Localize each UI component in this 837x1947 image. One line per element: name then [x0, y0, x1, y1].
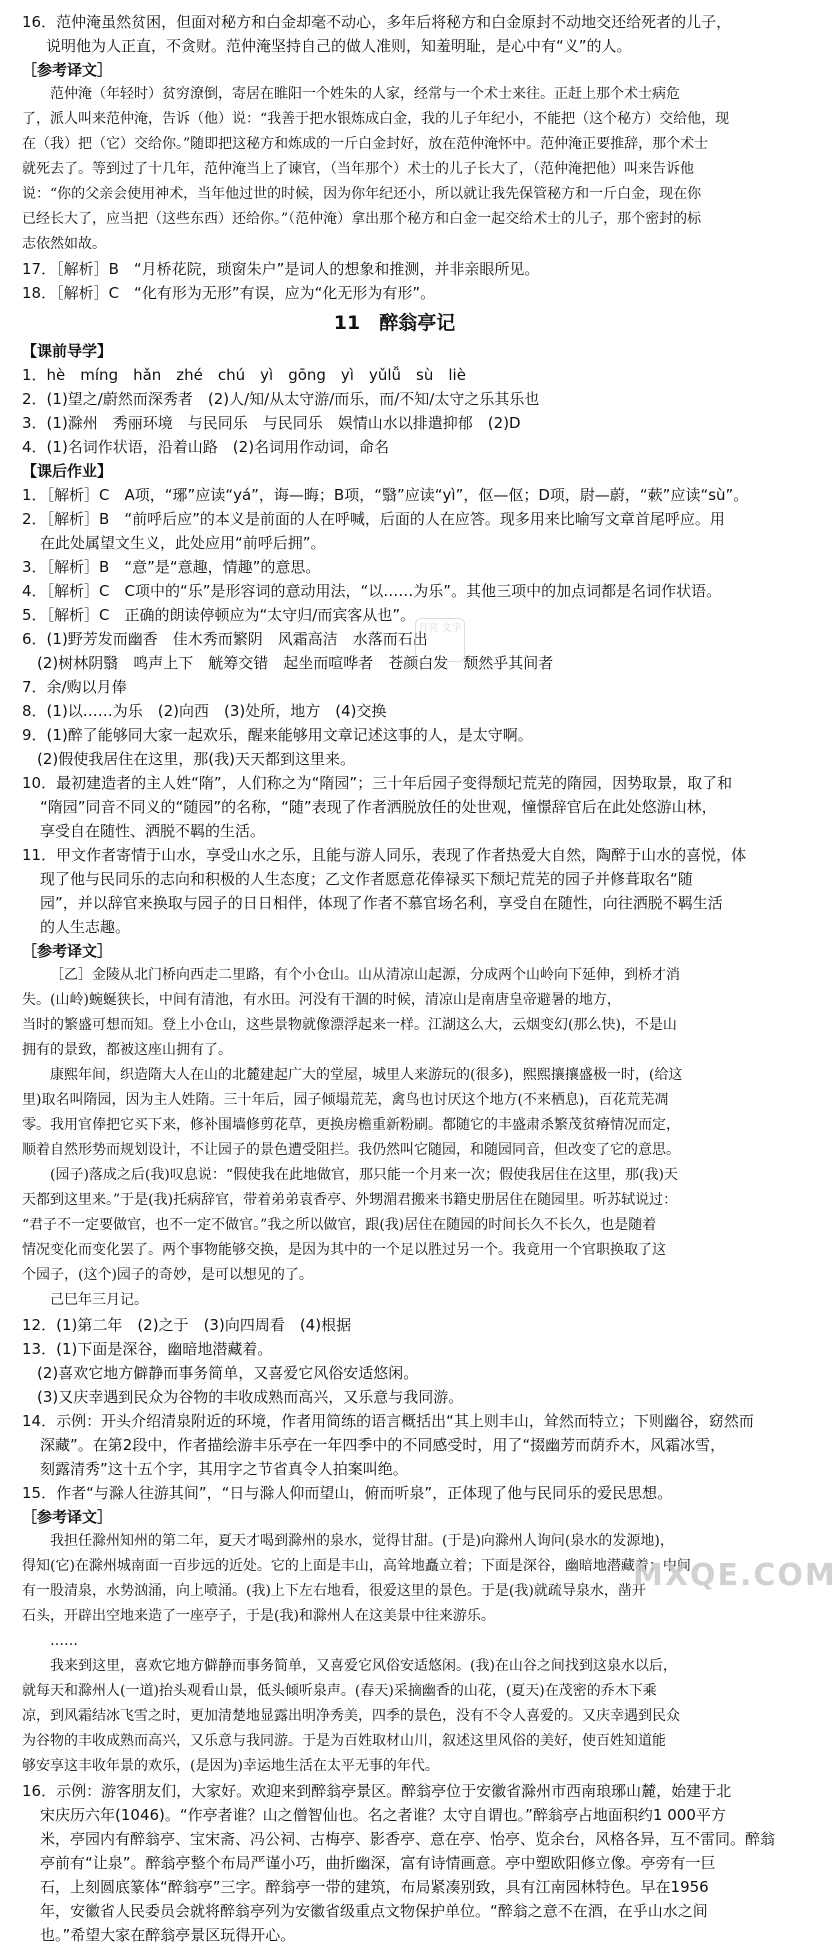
- translation-line: 就死去了。等到过了十几年，范仲淹当上了谏官，（当年那个）术士的儿子长大了，（范仲淹把他）叫来告诉他: [22, 161, 694, 177]
- answer-line: 亭前有“让泉”。醉翁亭整个布局严谨小巧，曲折幽深，富有诗情画意。亭中塑欧阳修立像。亭旁有一巨: [40, 1854, 716, 1872]
- answer-line: 17．［解析］B “月桥花院，琐窗朱户”是词人的想象和推测，并非亲眼所见。: [22, 260, 540, 278]
- answer-line: 16．示例：游客朋友们，大家好。欢迎来到醉翁亭景区。醉翁亭位于安徽省滁州市西南琅琊山麓，始建于北: [22, 1782, 732, 1800]
- answer-line: 米，亭园内有醉翁亭、宝宋斋、冯公祠、古梅亭、影香亭、意在亭、怡亭、览余台，风格各异，互不雷同。醉翁: [40, 1830, 776, 1848]
- translation-line: 得知(它)在滁州城南面一百步远的近处。它的上面是丰山，高耸地矗立着；下面是深谷，幽暗地潜藏着；中间: [22, 1558, 691, 1574]
- translation-line: 够安享这丰收年景的欢乐，(是因为)幸运地生活在太平无事的年代。: [22, 1758, 439, 1774]
- translation-line: 天都到这里来。”于是(我)托病辞官，带着弟弟袁香亭、外甥湄君搬来书籍史册居住在随园里。听苏轼说过：: [22, 1192, 678, 1208]
- translation-line: 失。(山岭)蜿蜒狭长，中间有清池，有水田。河没有干涸的时候，清凉山是南唐皇帝避暑的地方，: [22, 992, 621, 1008]
- answer-line: 11．甲文作者寄情于山水，享受山水之乐，且能与游人同乐，表现了作者热爱大自然，陶醉于山水的喜悦，体: [22, 846, 747, 864]
- answer-line: 享受自在随性、洒脱不羁的生活。: [40, 822, 266, 840]
- answer-line: 18．［解析］C “化有形为无形”有误，应为“化无形为有形”。: [22, 284, 436, 302]
- answer-line: 刻露清秀”这十五个字，其用字之节省真令人拍案叫绝。: [40, 1460, 408, 1478]
- reference-translation-label: ［参考译文］: [22, 942, 113, 960]
- answer-line: (2)喜欢它地方僻静而事务简单，又喜爱它风俗安适悠闲。: [22, 1364, 419, 1382]
- translation-line: 康熙年间，织造隋大人在山的北麓建起广大的堂屋，城里人来游玩的(很多)，熙熙攘攘盛极一时，(给这: [50, 1067, 683, 1083]
- answer-line: 16．范仲淹虽然贫困，但面对秘方和白金却毫不动心，多年后将秘方和白金原封不动地交还给死者的儿子，: [22, 13, 732, 31]
- translation-line: 我来到这里，喜欢它地方僻静而事务简单，又喜爱它风俗安适悠闲。(我)在山谷之间找到这泉水以后，: [50, 1658, 677, 1674]
- translation-line: 我担任滁州知州的第二年，夏天才喝到滁州的泉水，觉得甘甜。(于是)向滁州人询问(泉水的发源地)，: [50, 1533, 674, 1549]
- answer-line: 也。”希望大家在醉翁亭景区玩得开心。: [40, 1926, 296, 1944]
- answer-line: 15．作者“与滁人往游其间”，“日与滁人仰而望山，俯而听泉”，正体现了他与民同乐的爱民思想。: [22, 1484, 673, 1502]
- translation-line: 已经长大了，应当把（这些东西）还给你。”（范仲淹）拿出那个秘方和白金一起交给术士的儿子，那个密封的标: [22, 211, 702, 227]
- answer-line: (2)假使我居住在这里，那(我)天天都到这里来。: [22, 750, 355, 768]
- answer-line: 7．余/购以月俸: [22, 678, 127, 696]
- translation-line: 范仲淹（年轻时）贫穷潦倒，寄居在睢阳一个姓朱的人家，经常与一个术士来往。正赶上那个术士病危: [50, 86, 680, 102]
- answer-line: 说明他为人正直，不贪财。范仲淹坚持自己的做人准则，知羞明耻，是心中有“义”的人。: [46, 37, 632, 55]
- translation-line: 个园子，(这个)园子的奇妙，是可以想见的了。: [22, 1267, 313, 1283]
- translation-line: 志依然如故。: [22, 236, 106, 252]
- watermark-logo: MXQE.COM: [633, 1558, 837, 1593]
- answer-line: 4．(1)名词作状语，沿着山路 (2)名词用作动词，命名: [22, 438, 390, 456]
- answer-line: 年，安徽省人民委员会就将醉翁亭列为安徽省级重点文物保护单位。“醉翁之意不在酒，在乎山水之间: [40, 1902, 708, 1920]
- answer-line: 4．［解析］C C项中的“乐”是形容词的意动用法，“以……为乐”。其他三项中的加点词都是名词作状语。: [22, 582, 722, 600]
- translation-line: 在（我）把（它）交给你。”随即把这秘方和炼成的一斤白金封好，放在范仲淹怀中。范仲淹正要推辞，那个术士: [22, 136, 709, 152]
- translation-line: 为谷物的丰收成熟而高兴，又乐意与我同游。于是为百姓取材山川，叙述这里风俗的美好，使百姓知道能: [22, 1733, 666, 1749]
- answer-line: 9．(1)醉了能够同大家一起欢乐，醒来能够用文章记述这事的人，是太守啊。: [22, 726, 533, 744]
- translation-line: ［乙］金陵从北门桥向西走二里路，有个小仓山。山从清凉山起源，分成两个山岭向下延伸，到桥才消: [50, 967, 680, 983]
- answer-line: 园”，并以辞官来换取与园子的日日相伴，体现了作者不慕官场名利，享受自在随性，向往洒脱不羁生活: [40, 894, 723, 912]
- translation-line: 拥有的景致，都被这座山拥有了。: [22, 1042, 232, 1058]
- answer-line: (3)又庆幸遇到民众为谷物的丰收成熟而高兴，又乐意与我同游。: [22, 1388, 464, 1406]
- translation-line: 石头，开辟出空地来造了一座亭子，于是(我)和滁州人在这美景中往来游乐。: [22, 1608, 495, 1624]
- translation-line: 了，派人叫来范仲淹，告诉（他）说：“我善于把水银炼成白金，我的儿子年纪小，不能把（这个秘方）交给他，现: [22, 111, 730, 127]
- answer-line: 8．(1)以……为乐 (2)向西 (3)处所，地方 (4)交换: [22, 702, 387, 720]
- reference-translation-label: ［参考译文］: [22, 61, 113, 79]
- translation-line: (园子)落成之后(我)叹息说：“假使我在此地做官，那只能一个月来一次；假使我居住在这里，那(我)天: [50, 1167, 678, 1183]
- translation-line: 零。我用官俸把它买下来，修补围墙修剪花草，更换房檐重新粉刷。都随它的丰盛肃杀繁茂贫瘠情况而定，: [22, 1117, 680, 1133]
- translation-line: “君子不一定要做官，也不一定不做官。”我之所以做官，跟(我)居住在随园的时间长久不长久，也是随着: [22, 1217, 657, 1233]
- answer-line: (2)树林阴翳 鸣声上下 觥筹交错 起坐而喧哗者 苍颜白发 颓然乎其间者: [22, 654, 554, 672]
- answer-line: 深藏”。在第2段中，作者描绘游丰乐亭在一年四季中的不同感受时，用了“掇幽芳而荫乔木，风霜冰雪，: [40, 1436, 726, 1454]
- section-heading: 【课后作业】: [22, 462, 113, 480]
- translation-line: 里)取名叫隋园，因为主人姓隋。三十年后，园子倾塌荒芜，禽鸟也讨厌这个地方(不来栖息)，百花荒芜凋: [22, 1092, 669, 1108]
- translation-line: 情况变化而变化罢了。两个事物能够交换，是因为其中的一个足以胜过另一个。我竟用一个官职换取了这: [22, 1242, 666, 1258]
- answer-line: 10．最初建造者的主人姓“隋”，人们称之为“隋园”；三十年后园子变得颓圮荒芜的隋园，因势取景，取了和: [22, 774, 733, 792]
- answer-line: 在此处属望文生义，此处应用“前呼后拥”。: [40, 534, 326, 552]
- top-gap: [22, 0, 767, 10]
- answer-line: 6．(1)野芳发而幽香 佳木秀而繁阴 风霜高洁 水落而石出: [22, 630, 428, 648]
- answer-line: 石，上刻圆底篆体“醉翁亭”三字。醉翁亭一带的建筑，布局紧凑别致，具有江南园林特色。早在1956: [40, 1878, 709, 1896]
- translation-line: 说：“你的父亲会使用神术，当年他过世的时候，因为你年纪还小，所以就让我先保管秘方和一斤白金，现在你: [22, 186, 702, 202]
- answer-line: 14．示例：开头介绍清泉附近的环境，作者用简练的语言概括出“其上则丰山，耸然而特立；下则幽谷，窈然而: [22, 1412, 754, 1430]
- answer-line: 12．(1)第二年 (2)之于 (3)向四周看 (4)根据: [22, 1316, 352, 1334]
- translation-line: 就每天和滁州人(一道)抬头观看山景，低头倾听泉声。(春天)采摘幽香的山花，(夏天)在茂密的乔木下乘: [22, 1683, 657, 1699]
- translation-line: 有一股清泉，水势汹涌，向上喷涌。(我)上下左右地看，很爱这里的景色。于是(我)就疏导泉水，凿开: [22, 1583, 646, 1599]
- translation-line: 己巳年三月记。: [50, 1292, 148, 1308]
- translation-line: 凉，到风霜结冰飞雪之时，更加清楚地显露出明净秀美，四季的景色，没有不令人喜爱的。又庆幸遇到民众: [22, 1708, 680, 1724]
- answer-line: 1．hè míng hǎn zhé chú yì gōng yì yǔlǚ sù liè: [22, 366, 466, 384]
- chapter-title: 11 醉翁亭记: [333, 312, 456, 334]
- answer-line: 的人生志趣。: [40, 918, 131, 936]
- answer-line: 宋庆历六年(1046)。“作亭者谁？山之僧智仙也。名之者谁？太守自谓也。”醉翁亭占地面积约1 000平方: [40, 1806, 726, 1824]
- answer-line: 1．［解析］C A项，“琊”应读“yá”，诲—晦；B项，“翳”应读“yì”，伛—伛；D项，尉—蔚，“蔌”应读“sù”。: [22, 486, 749, 504]
- answer-line: 3．(1)滁州 秀丽环境 与民同乐 与民同乐 娱情山水以排遣抑郁 (2)D: [22, 414, 521, 432]
- answer-line: 13．(1)下面是深谷，幽暗地潜藏着。: [22, 1340, 273, 1358]
- answer-line: 2．［解析］B “前呼后应”的本义是前面的人在呼喊，后面的人在应答。现多用来比喻写文章首尾呼应。用: [22, 510, 725, 528]
- answer-line: 5．［解析］C 正确的朗读停顿应为“太守归/而宾客从也”。: [22, 606, 416, 624]
- answer-line: 2．(1)望之/蔚然而深秀者 (2)人/知/从太守游/而乐，而/不知/太守之乐其乐也: [22, 390, 540, 408]
- section-heading: 【课前导学】: [22, 342, 113, 360]
- answer-line: 现了他与民同乐的志向和积极的人生态度；乙文作者愿意花俸禄买下颓圮荒芜的园子并修葺取名“随: [40, 870, 693, 888]
- translation-line: 当时的繁盛可想而知。登上小仓山，这些景物就像漂浮起来一样。江湖这么大，云烟变幻(那么快)，不是山: [22, 1017, 677, 1033]
- answer-line: 3．［解析］B “意”是“意趣，情趣”的意思。: [22, 558, 321, 576]
- translation-line: ……: [50, 1633, 78, 1649]
- reference-translation-label: ［参考译文］: [22, 1508, 113, 1526]
- answer-content: [22, 0, 776, 1947]
- answer-line: “隋园”同音不同义的“随园”的名称，“随”表现了作者洒脱放任的处世观，憧憬辞官后在此处悠游山林，: [40, 798, 717, 816]
- translation-line: 顺着自然形势而规划设计，不让园子的景色遭受阻拦。我仍然叫它随园，和随园同音，但改变了它的意思。: [22, 1142, 680, 1158]
- faint-stamp: 月亮 文字: [415, 618, 465, 662]
